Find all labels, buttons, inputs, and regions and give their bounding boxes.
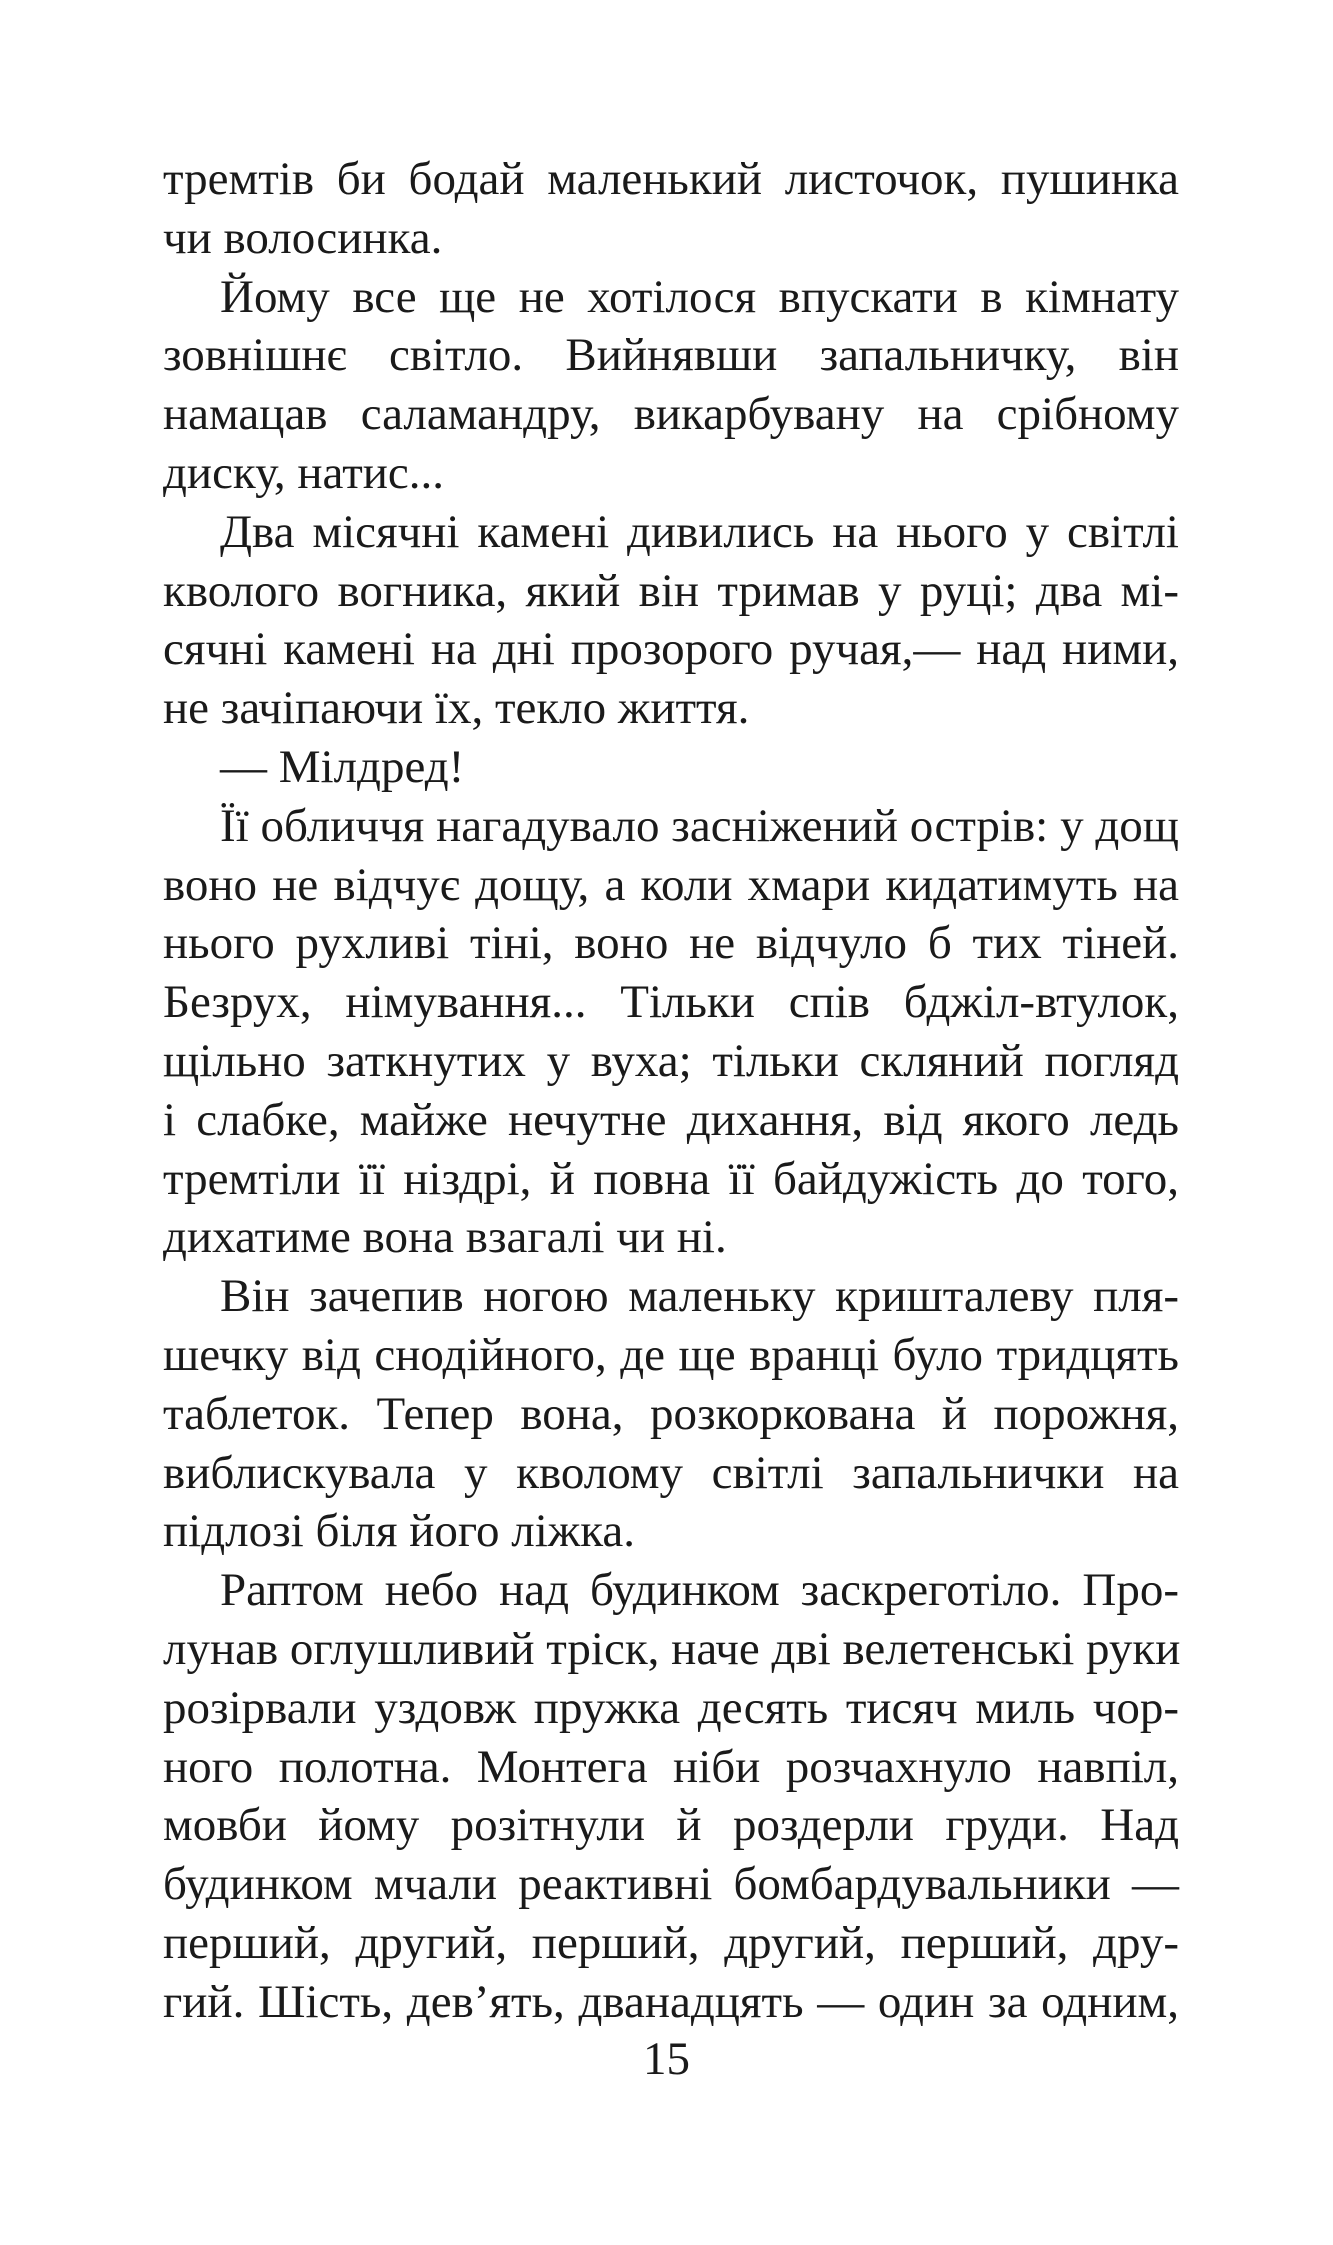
text-line: не зачіпаючи їх, текло життя. [163,682,750,735]
text-line: — Мілдред! [220,740,465,793]
text-line: тремтіли її ніздрі, й повна її байдужість до того, [163,1152,1179,1205]
text-line: перший, другий, перший, другий, перший, дру- [163,1916,1179,1969]
text-line: будинком мчали реактивні бомбардувальники — [163,1858,1179,1911]
text-line: Раптом небо над будинком заскреготіло. Про- [220,1564,1179,1617]
text-line: намацав саламандру, викарбувану на срібному [163,388,1179,441]
text-line: тремтів би бодай маленький листочок, пушинка [163,153,1179,205]
text-line: і слабке, майже нечутне дихання, від якого ледь [163,1093,1179,1146]
text-line: Безрух, німування... Тільки спів бджіл-втулок, [163,976,1179,1029]
text-line: гий. Шість, дев’ять, дванадцять — один за одним, [163,1975,1179,2028]
text-line: диску, натис... [163,446,444,499]
text-line: чи волосинка. [163,211,443,264]
text-line: кволого вогника, який він тримав у руці; два мі- [163,564,1179,617]
text-line: сячні камені на дні прозорого ручая,— над ними, [163,623,1179,676]
text-line: Він зачепив ногою маленьку кришталеву пля- [220,1270,1179,1323]
text-line: Два місячні камені дивились на нього у світлі [220,505,1179,558]
text-line: підлозі біля його ліжка. [163,1505,635,1558]
text-line: Йому все ще не хотілося впускати в кімнату [220,270,1179,323]
text-line: Її обличчя нагадувало засніжений острів: у дощ [220,799,1179,852]
text-line: розірвали уздовж пружка десять тисяч миль чор- [163,1681,1179,1734]
page-text [163,150,1179,2032]
text-line: мовби йому розітнули й роздерли груди. Над [163,1799,1179,1852]
text-line: ного полотна. Монтега ніби розчахнуло навпіл, [163,1740,1179,1793]
text-line: дихатиме вона взагалі чи ні. [163,1211,727,1264]
text-line: шечку від снодійного, де ще вранці було тридцять [163,1328,1179,1381]
text-line: виблискувала у кволому світлі запальнички на [163,1446,1179,1499]
text-line: зовнішнє світло. Вийнявши запальничку, він [163,329,1179,382]
text-line: таблеток. Тепер вона, розкоркована й порожня, [163,1387,1179,1440]
text-line: щільно заткнутих у вуха; тільки скляний погляд [163,1034,1179,1087]
page-number: 15 [643,2033,690,2085]
text-line: нього рухливі тіні, воно не відчуло б тих тіней. [163,917,1179,970]
text-line: лунав оглушливий тріск, наче дві велетенські руки [163,1622,1181,1675]
text-line: воно не відчує дощу, а коли хмари кидатимуть на [163,858,1179,911]
